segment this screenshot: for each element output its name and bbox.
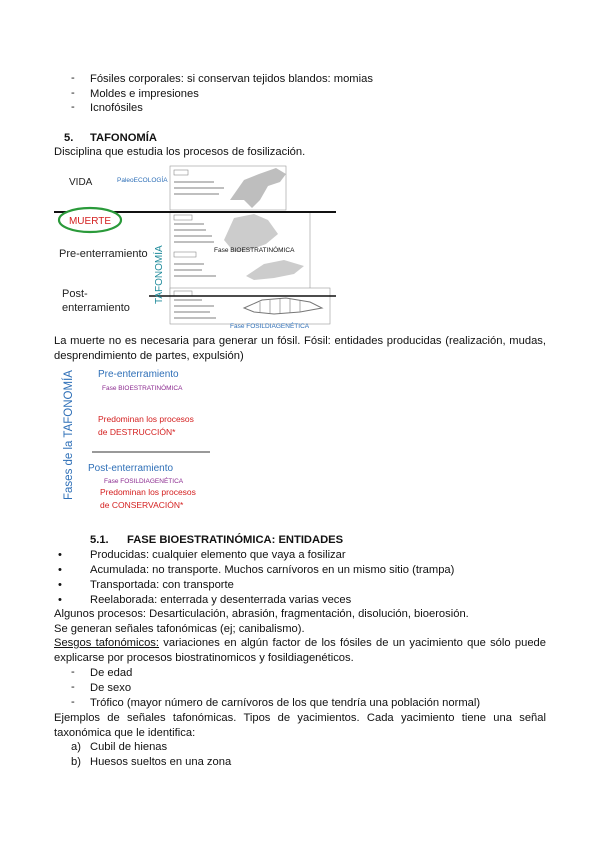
label-fase-fosil: Fase FOSILDIAGENÉTICA xyxy=(230,323,310,330)
label-fases-vertical: Fases de la TAFONOMÍA xyxy=(63,370,75,500)
sesgo-item: Trófico (mayor número de carnívoros de los que tendría una población normal) xyxy=(90,697,481,709)
procesos-line: Algunos procesos: Desarticulación, abrasión, fragmentación, disolución, bioerosión. xyxy=(54,608,469,620)
label-fase-fosil-2: Fase FOSILDIAGENÉTICA xyxy=(104,478,184,485)
senales-line: Se generan señales tafonómicas (ej; canibalismo). xyxy=(54,623,305,635)
subsection-number: 5.1. xyxy=(90,534,109,546)
diagram-panel-vida xyxy=(170,166,286,210)
ejemplos-paragraph: Ejemplos de señales tafonómicas. Tipos de yacimientos. Cada yacimiento tiene una señal taxonómica que le identifica: xyxy=(54,712,546,739)
lettered-marker: a) xyxy=(71,741,81,753)
bullet-dot: • xyxy=(58,579,62,591)
label-fase-bio-2: Fase BIOESTRATINÓMICA xyxy=(102,385,183,392)
label-pre-enterramiento: Pre-enterramiento xyxy=(59,248,148,260)
label-pred-destruccion-1: Predominan los procesos xyxy=(98,414,194,424)
bullet-item: Producidas: cualquier elemento que vaya a fosilizar xyxy=(90,549,346,561)
label-vida: VIDA xyxy=(69,177,93,188)
list-dash: - xyxy=(71,101,75,113)
bullet-item: Acumulada: no transporte. Muchos carnívoros en un mismo sitio (trampa) xyxy=(90,564,455,576)
diagram-panel-fosil xyxy=(170,288,330,324)
list-dash: - xyxy=(71,72,75,84)
subsection-title: FASE BIOESTRATINÓMICA: ENTIDADES xyxy=(127,534,344,546)
label-post-2: enterramiento xyxy=(62,302,130,314)
taphonomy-diagram xyxy=(54,160,336,332)
lettered-item: Cubil de hienas xyxy=(90,741,168,753)
list-item: Moldes e impresiones xyxy=(90,88,199,100)
label-muerte: MUERTE xyxy=(68,216,112,227)
bullet-item: Transportada: con transporte xyxy=(90,579,234,591)
section-number: 5. xyxy=(64,132,74,144)
label-post-enterramiento-2: Post-enterramiento xyxy=(88,463,174,474)
section-title: TAFONOMÍA xyxy=(90,132,157,144)
list-item: Fósiles corporales: si conservan tejidos blandos: momias xyxy=(90,73,373,85)
list-dash: - xyxy=(71,87,75,99)
list-dash: - xyxy=(71,696,75,708)
label-paleoecologia: PaleoECOLOGÍA xyxy=(117,177,168,184)
label-pred-conservacion-2: de CONSERVACIÓN* xyxy=(100,500,184,510)
label-tafonomia-vertical: TAFONOMÍA xyxy=(154,245,165,304)
section-definition: Disciplina que estudia los procesos de fosilización. xyxy=(54,146,306,158)
bullet-dot: • xyxy=(58,549,62,561)
sesgo-item: De edad xyxy=(90,667,133,679)
lettered-item: Huesos sueltos en una zona xyxy=(90,756,232,768)
bullet-dot: • xyxy=(58,594,62,606)
list-dash: - xyxy=(71,666,75,678)
label-post-1: Post- xyxy=(62,288,88,300)
sesgos-text: variaciones en algún factor de los fósiles de un yacimiento que sólo puede explicarse por procesos biostratinomicos y fosildiagenéticos. xyxy=(54,637,546,664)
phases-diagram xyxy=(58,364,224,510)
list-item: Icnofósiles xyxy=(90,102,143,114)
bullet-dot: • xyxy=(58,564,62,576)
label-pred-conservacion-1: Predominan los procesos xyxy=(100,487,196,497)
paragraph-muerte: La muerte no es necesaria para generar un fósil. Fósil: entidades producidas (realización, mudas, desprendimiento de partes, expulsión) xyxy=(54,335,546,362)
sesgos-label: Sesgos tafonómicos: xyxy=(54,637,160,649)
sesgos-paragraph xyxy=(54,636,546,665)
list-dash: - xyxy=(71,681,75,693)
label-fase-bio: Fase BIOESTRATINÓMICA xyxy=(214,247,295,254)
lettered-marker: b) xyxy=(71,756,81,768)
label-pre-enterramiento-2: Pre-enterramiento xyxy=(98,369,179,380)
bullet-item: Reelaborada: enterrada y desenterrada varias veces xyxy=(90,594,352,606)
sesgo-item: De sexo xyxy=(90,682,132,694)
label-pred-destruccion-2: de DESTRUCCIÓN* xyxy=(98,427,176,437)
